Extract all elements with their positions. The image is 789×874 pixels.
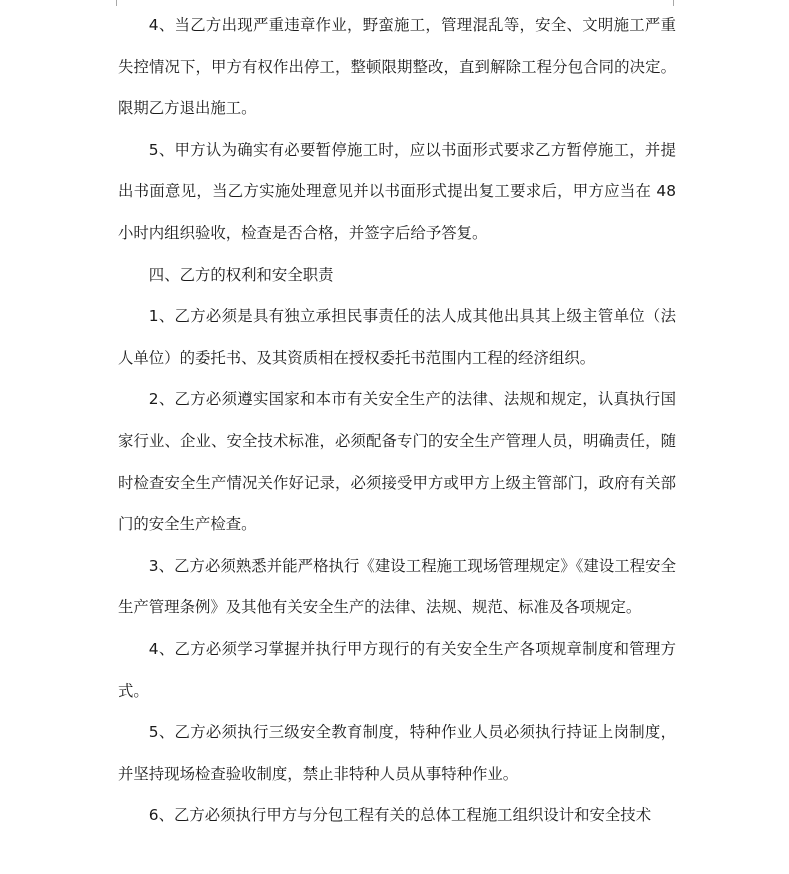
paragraph-party-b-5: 5、乙方必须执行三级安全教育制度，特种作业人员必须执行持证上岗制度，并坚持现场检查验收制度，禁止非特种人员从事特种作业。 xyxy=(118,723,676,783)
paragraph-party-b-1: 1、乙方必须是具有独立承担民事责任的法人成其他出具其上级主管单位（法人单位）的委托书、及其资质相在授权委托书范围内工程的经济组织。 xyxy=(118,307,676,367)
paragraph-party-b-4: 4、乙方必须学习掌握并执行甲方现行的有关安全生产各项规章制度和管理方式。 xyxy=(118,639,676,700)
paragraph-party-b-3: 3、乙方必须熟悉并能严格执行《建设工程施工现场管理规定》《建设工程安全生产管理条例》及其他有关安全生产的法律、法规、规范、标准及各项规定。 xyxy=(118,556,676,617)
section-heading: 四、乙方的权利和安全职责 xyxy=(148,265,334,284)
margin-corner-mark-left xyxy=(96,0,117,6)
paragraph-party-b-6: 6、乙方必须执行甲方与分包工程有关的总体工程施工组织设计和安全技术 xyxy=(148,806,652,825)
paragraph-party-b-2: 2、乙方必须遵实国家和本市有关安全生产的法律、法规和规定，认真执行国家行业、企业、安全技术标准，必须配备专门的安全生产管理人员，明确责任，随时检查安全生产情况关作好记录，必须接受甲方或甲方上级主管部门，政府有关部门的安全生产检查。 xyxy=(118,390,676,534)
paragraph-clause-4: 4、当乙方出现严重违章作业，野蛮施工，管理混乱等，安全、文明施工严重失控情况下，甲方有权作出停工，整顿限期整改，直到解除工程分包合同的决定。限期乙方退出施工。 xyxy=(118,16,676,118)
document-body xyxy=(118,5,676,837)
margin-corner-mark-right xyxy=(673,0,694,6)
paragraph-clause-5: 5、甲方认为确实有必要暂停施工时，应以书面形式要求乙方暂停施工，并提出书面意见，当乙方实施处理意见并以书面形式提出复工要求后，甲方应当在 48 小时内组织验收，检查是否合格，并签字后给予答复。 xyxy=(118,140,676,242)
